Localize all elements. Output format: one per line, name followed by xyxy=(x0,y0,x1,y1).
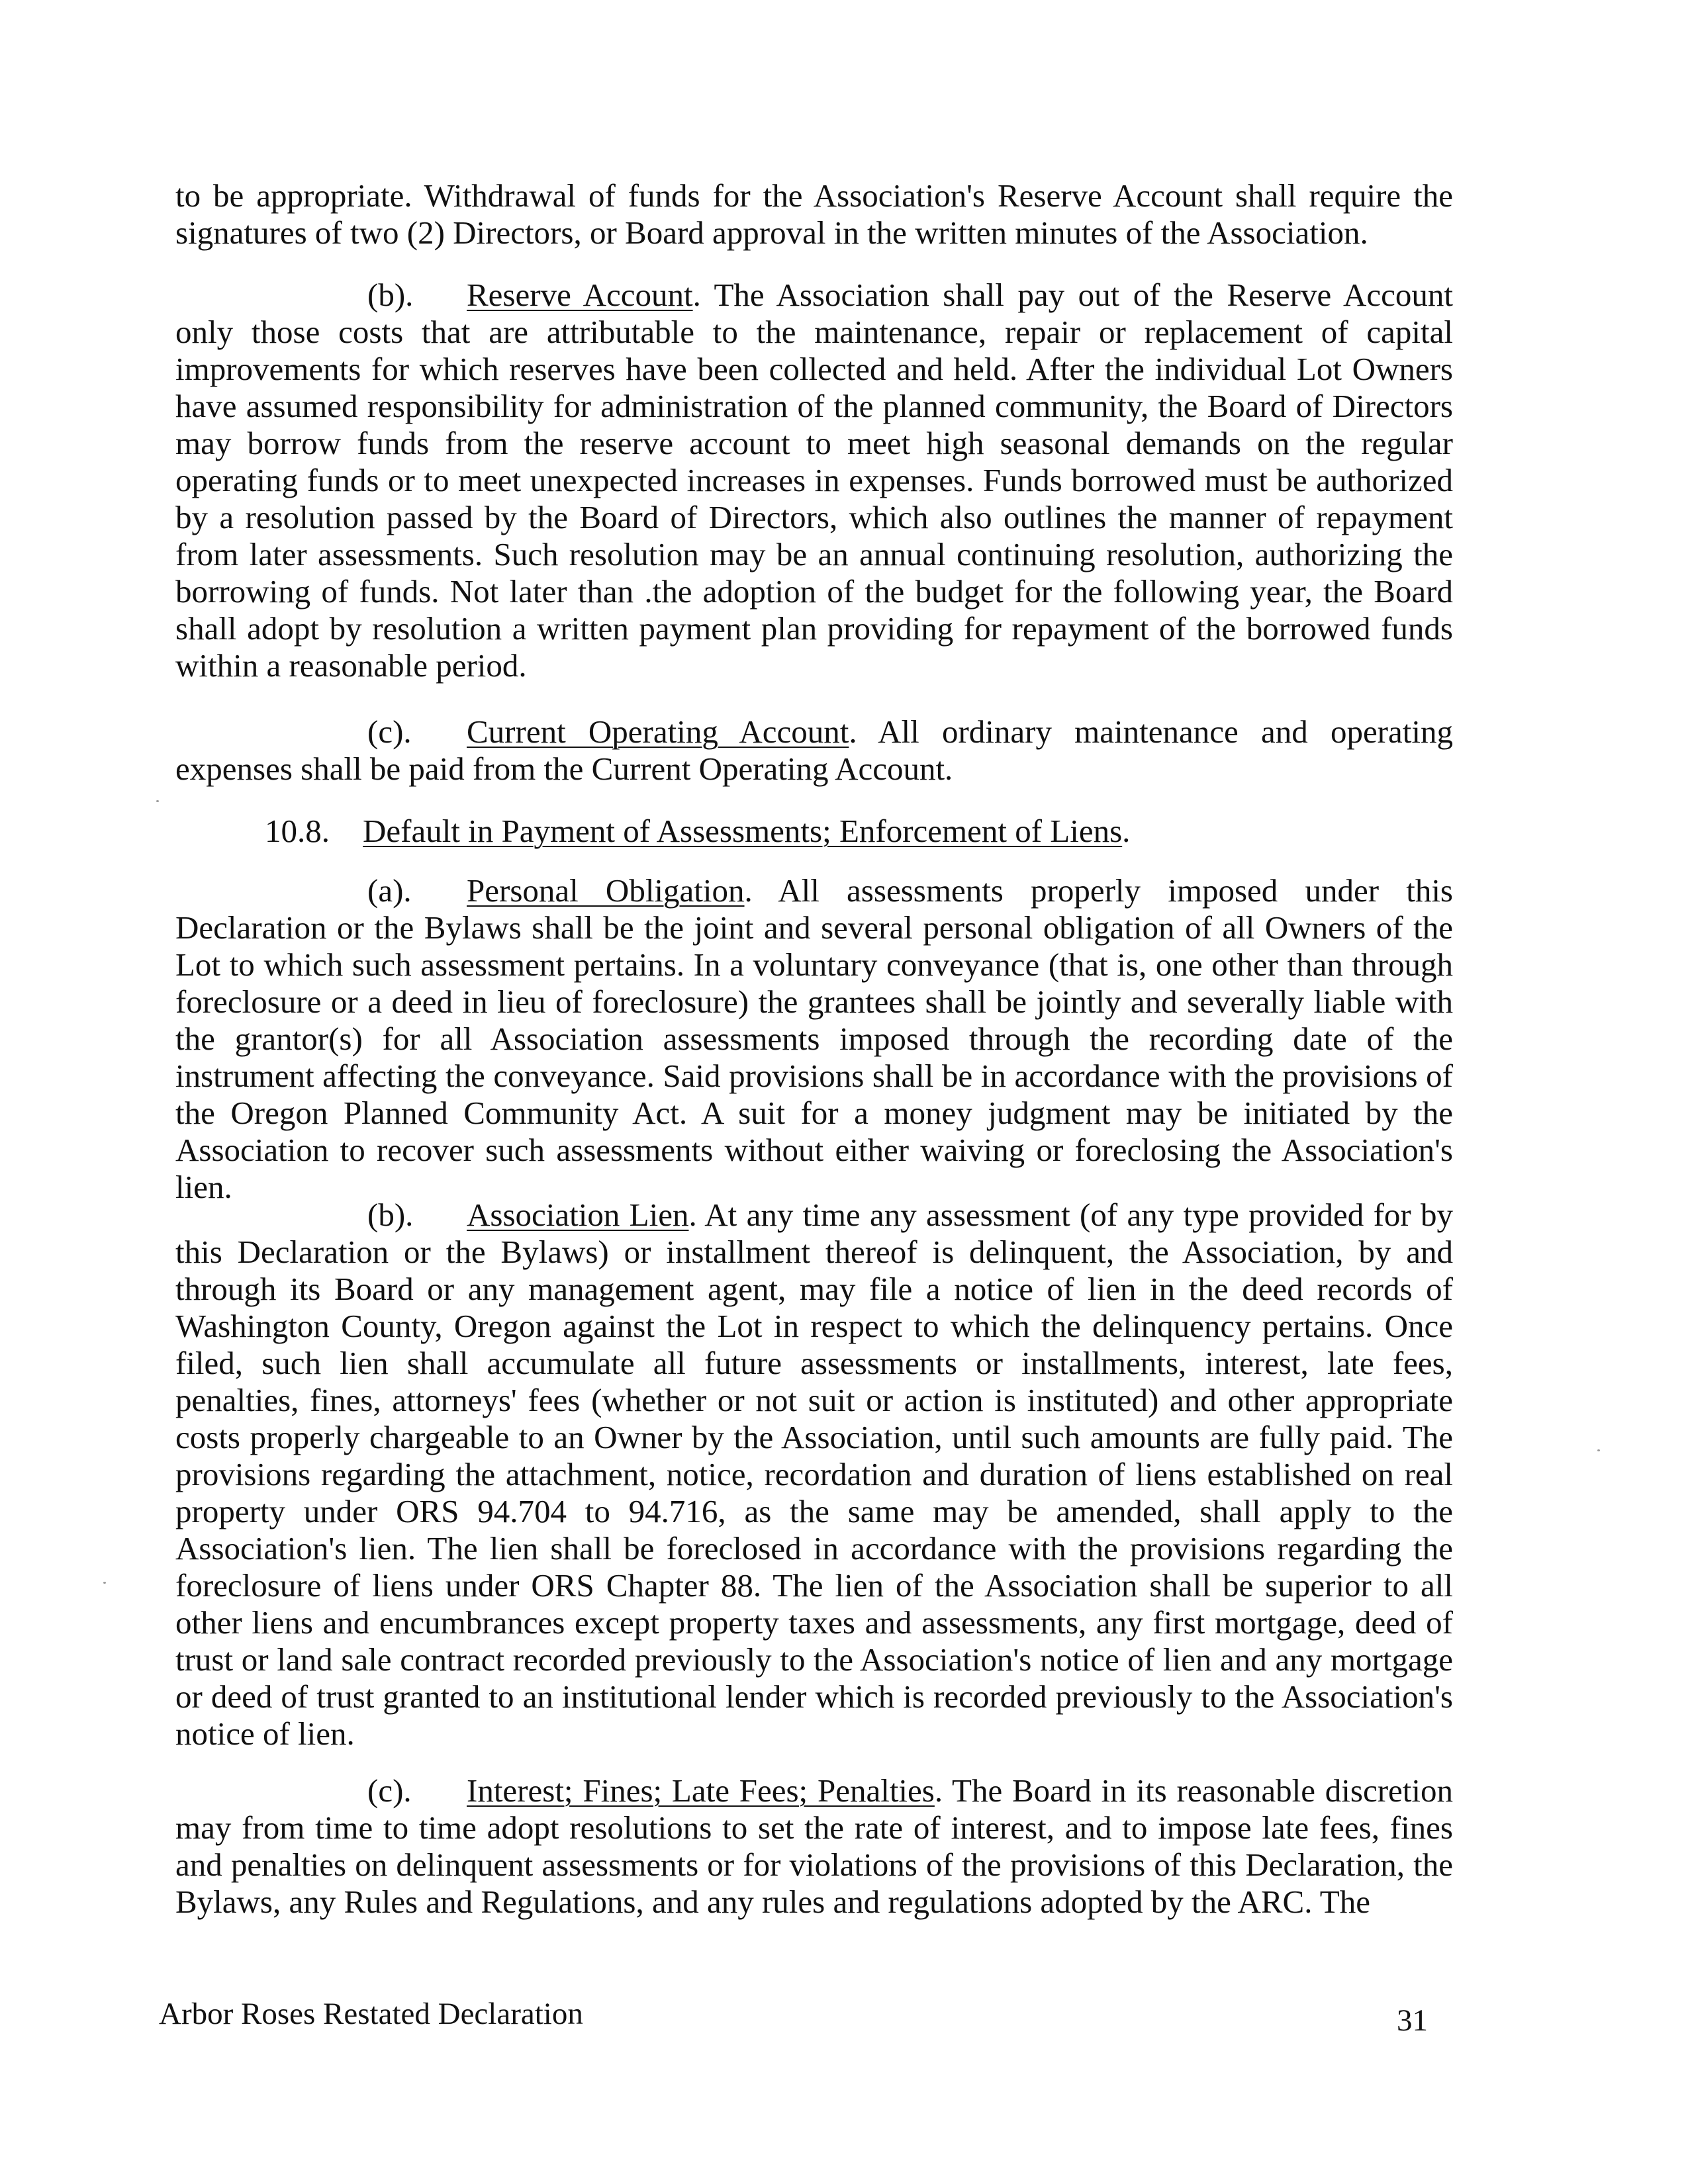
section-number: 10.8. xyxy=(265,813,330,849)
paragraph-marker: (b). xyxy=(367,277,414,313)
paragraph-heading: Reserve Account xyxy=(467,277,693,313)
paragraph-heading: Current Operating Account xyxy=(467,713,849,750)
paragraph-text: to be appropriate. Withdrawal of funds for the Association's Reserve Account shall require the signatures of two (2) Directors, or Board approval in the written minutes of the Association. xyxy=(175,177,1453,251)
paragraph-reserve-account xyxy=(175,277,1453,684)
paragraph-marker: (c). xyxy=(367,713,412,750)
paragraph-body: . The Board in its reasonable discretion may from time to time adopt resolutions to set the rate of interest, and to impose late fees, fines and penalties on delinquent assessments or for violations of the provisions of this Declaration, the Bylaws, any Rules and Regulations, and any rules and regulations adopted by the ARC. The xyxy=(175,1772,1454,1920)
paragraph-marker: (a). xyxy=(367,872,412,909)
paragraph-personal-obligation xyxy=(175,872,1453,1206)
paragraph-current-operating-account xyxy=(175,713,1453,788)
section-heading: Default in Payment of Assessments; Enforcement of Liens xyxy=(363,813,1123,849)
paragraph-heading: Interest; Fines; Late Fees; Penalties xyxy=(467,1772,935,1809)
paragraph-heading: Personal Obligation xyxy=(467,872,745,909)
paragraph-reserve-withdrawal xyxy=(175,177,1453,251)
section-heading-period: . xyxy=(1122,813,1131,849)
paragraph-heading: Association Lien xyxy=(467,1197,689,1233)
paragraph-association-lien xyxy=(175,1197,1453,1752)
paragraph-body: . At any time any assessment (of any type provided for by this Declaration or the Bylaws) or installment thereof is delinquent, the Association, by and through its Board or any management agent, may file a notice of lien in the deed records of Washington County, Oregon against the Lot in respect to which the delinquency pertains. Once filed, such lien shall accumulate all future assessments or installments, interest, late fees, penalties, fines, attorneys' fees (whether or not suit or action is instituted) and other appropriate costs properly chargeable to an Owner by the Association, until such amounts are fully paid. The provisions regarding the attachment, notice, recordation and duration of liens established on real property under ORS 94.704 to 94.716, as the same may be amended, shall apply to the Association's lien. The lien shall be foreclosed in accordance with the provisions regarding the foreclosure of liens under ORS Chapter 88. The lien of the Association shall be superior to all other liens and encumbrances except property taxes and assessments, any first mortgage, deed of trust or land sale contract recorded previously to the Association's notice of lien and any mortgage or deed of trust granted to an institutional lender which is recorded previously to the Association's notice of lien. xyxy=(175,1197,1454,1752)
section-heading-10-8 xyxy=(175,813,1453,850)
paragraph-marker: (b). xyxy=(367,1197,414,1233)
paragraph-marker: (c). xyxy=(367,1772,412,1809)
scan-speck xyxy=(1597,1449,1600,1451)
paragraph-body: . The Association shall pay out of the Reserve Account only those costs that are attributable to the maintenance, repair or replacement of capital improvements for which reserves have been collected and held. After the individual Lot Owners have assumed responsibility for administration of the planned community, the Board of Directors may borrow funds from the reserve account to meet high seasonal demands on the regular operating funds or to meet unexpected increases in expenses. Funds borrowed must be authorized by a resolution passed by the Board of Directors, which also outlines the manner of repayment from later assessments. Such resolution may be an annual continuing resolution, authorizing the borrowing of funds. Not later than .the adoption of the budget for the following year, the Board shall adopt by resolution a written payment plan providing for repayment of the borrowed funds within a reasonable period. xyxy=(175,277,1453,684)
paragraph-body: . All ordinary maintenance and operating expenses shall be paid from the Current Operating Account. xyxy=(175,713,1453,787)
footer-page-number: 31 xyxy=(1397,2003,1428,2038)
scan-speck xyxy=(103,1582,106,1584)
scan-speck xyxy=(156,800,159,802)
paragraph-body: . All assessments properly imposed under this Declaration or the Bylaws shall be the joint and several personal obligation of all Owners of the Lot to which such assessment pertains. In a voluntary conveyance (that is, one other than through foreclosure or a deed in lieu of foreclosure) the grantees shall be jointly and severally liable with the grantor(s) for all Association assessments imposed through the recording date of the instrument affecting the conveyance. Said provisions shall be in accordance with the provisions of the Oregon Planned Community Act. A suit for a money judgment may be initiated by the Association to recover such assessments without either waiving or foreclosing the Association's lien. xyxy=(175,872,1453,1205)
footer-document-title: Arbor Roses Restated Declaration xyxy=(159,1997,583,2031)
paragraph-interest-fines xyxy=(175,1772,1453,1921)
